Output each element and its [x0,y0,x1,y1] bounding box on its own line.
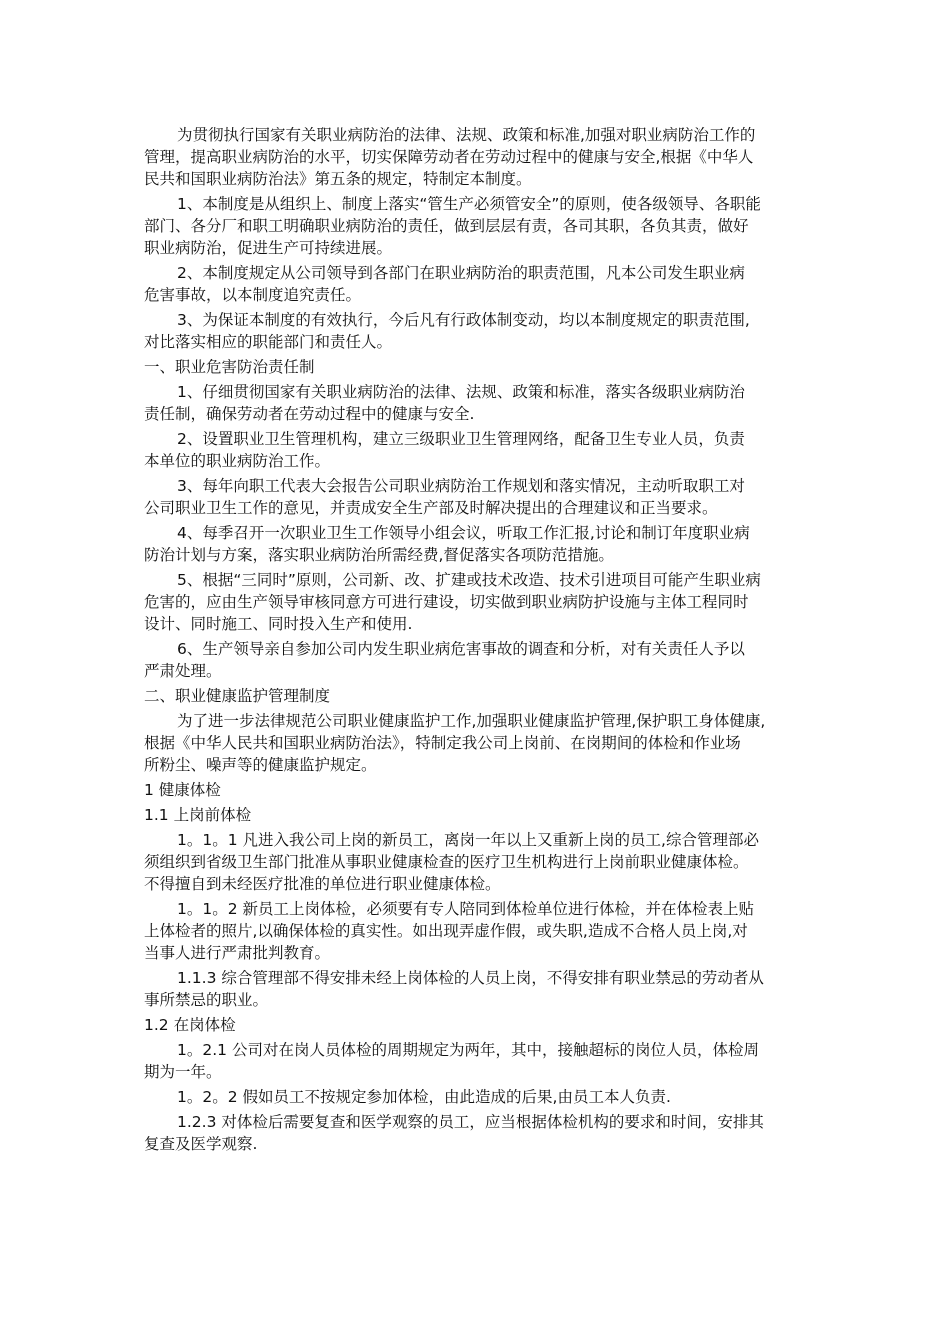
paragraph-line: 1。1。1 凡进入我公司上岗的新员工，离岗一年以上又重新上岗的员工,综合管理部必 [177,831,759,849]
paragraph-line: 2、设置职业卫生管理机构，建立三级职业卫生管理网络，配备卫生专业人员，负责 [177,430,745,448]
paragraph-line: 为了进一步法律规范公司职业健康监护工作,加强职业健康监护管理,保护职工身体健康, [177,712,766,730]
paragraph-line: 设计、同时施工、同时投入生产和使用. [144,615,413,633]
document-body [144,124,808,1155]
paragraph-line: 为贯彻执行国家有关职业病防治的法律、法规、政策和标准,加强对职业病防治工作的 [177,126,756,144]
paragraph-line: 防治计划与方案，落实职业病防治所需经费,督促落实各项防范措施。 [144,546,614,564]
paragraph-line: 所粉尘、噪声等的健康监护规定。 [144,756,377,774]
paragraph-line: 职业病防治，促进生产可持续进展。 [144,239,393,257]
paragraph-line: 对比落实相应的职能部门和责任人。 [144,333,393,351]
paragraph-line: 复查及医学观察. [144,1135,258,1153]
paragraph-line: 期为一年。 [144,1063,222,1081]
paragraph-line: 2、本制度规定从公司领导到各部门在职业病防治的职责范围，凡本公司发生职业病 [177,264,745,282]
paragraph-line: 公司职业卫生工作的意见，并责成安全生产部及时解决提出的合理建议和正当要求。 [144,499,718,517]
section-heading: 一、职业危害防治责任制 [144,358,315,376]
paragraph-line: 部门、各分厂和职工明确职业病防治的责任，做到层层有责，各司其职，各负其责，做好 [144,217,749,235]
paragraph-line: 1、本制度是从组织上、制度上落实“管生产必须管安全”的原则，使各级领导、各职能 [177,195,761,213]
paragraph-line: 1。1。2 新员工上岗体检，必须要有专人陪同到体检单位进行体检，并在体检表上贴 [177,900,755,918]
paragraph-line: 管理，提高职业病防治的水平，切实保障劳动者在劳动过程中的健康与安全,根据《中华人 [144,148,754,166]
paragraph-line: 本单位的职业病防治工作。 [144,452,331,470]
paragraph-line: 责任制，确保劳动者在劳动过程中的健康与安全. [144,405,475,423]
paragraph-line: 危害事故，以本制度追究责任。 [144,286,362,304]
paragraph-line: 3、每年向职工代表大会报告公司职业病防治工作规划和落实情况，主动听取职工对 [177,477,745,495]
paragraph-line: 当事人进行严肃批判教育。 [144,944,331,962]
paragraph-line: 危害的，应由生产领导审核同意方可进行建设，切实做到职业病防护设施与主体工程同时 [144,593,749,611]
paragraph-line: 1。2.1 公司对在岗人员体检的周期规定为两年，其中，接触超标的岗位人员，体检周 [177,1041,759,1059]
paragraph-line: 须组织到省级卫生部门批准从事职业健康检查的医疗卫生机构进行上岗前职业健康体检。 [144,853,749,871]
subsection-heading: 1.1 上岗前体检 [144,806,252,824]
paragraph-line: 不得擅自到未经医疗批准的单位进行职业健康体检。 [144,875,501,893]
paragraph-line: 1.1.3 综合管理部不得安排未经上岗体检的人员上岗，不得安排有职业禁忌的劳动者从 [177,969,764,987]
subsection-heading: 1.2 在岗体检 [144,1016,236,1034]
paragraph-line: 1.2.3 对体检后需要复查和医学观察的员工，应当根据体检机构的要求和时间，安排其 [177,1113,764,1131]
paragraph-line: 4、每季召开一次职业卫生工作领导小组会议，听取工作汇报,讨论和制订年度职业病 [177,524,750,542]
paragraph-line: 5、根据“三同时”原则，公司新、改、扩建或技术改造、技术引进项目可能产生职业病 [177,571,761,589]
paragraph-line: 事所禁忌的职业。 [144,991,269,1009]
subsection-heading: 1 健康体检 [144,781,221,799]
paragraph-line: 1。2。2 假如员工不按规定参加体检，由此造成的后果,由员工本人负责. [177,1088,671,1106]
paragraph-line: 6、生产领导亲自参加公司内发生职业病危害事故的调查和分析，对有关责任人予以 [177,640,745,658]
paragraph-line: 上体检者的照片,以确保体检的真实性。如出现弄虚作假，或失职,造成不合格人员上岗,对 [144,922,748,940]
paragraph-line: 民共和国职业病防治法》第五条的规定，特制定本制度。 [144,170,532,188]
section-heading: 二、职业健康监护管理制度 [144,687,331,705]
paragraph-line: 严肃处理。 [144,662,222,680]
paragraph-line: 根据《中华人民共和国职业病防治法》，特制定我公司上岗前、在岗期间的体检和作业场 [144,734,741,752]
paragraph-line: 3、为保证本制度的有效执行，今后凡有行政体制变动，均以本制度规定的职责范围, [177,311,750,329]
paragraph-line: 1、仔细贯彻国家有关职业病防治的法律、法规、政策和标准，落实各级职业病防治 [177,383,745,401]
